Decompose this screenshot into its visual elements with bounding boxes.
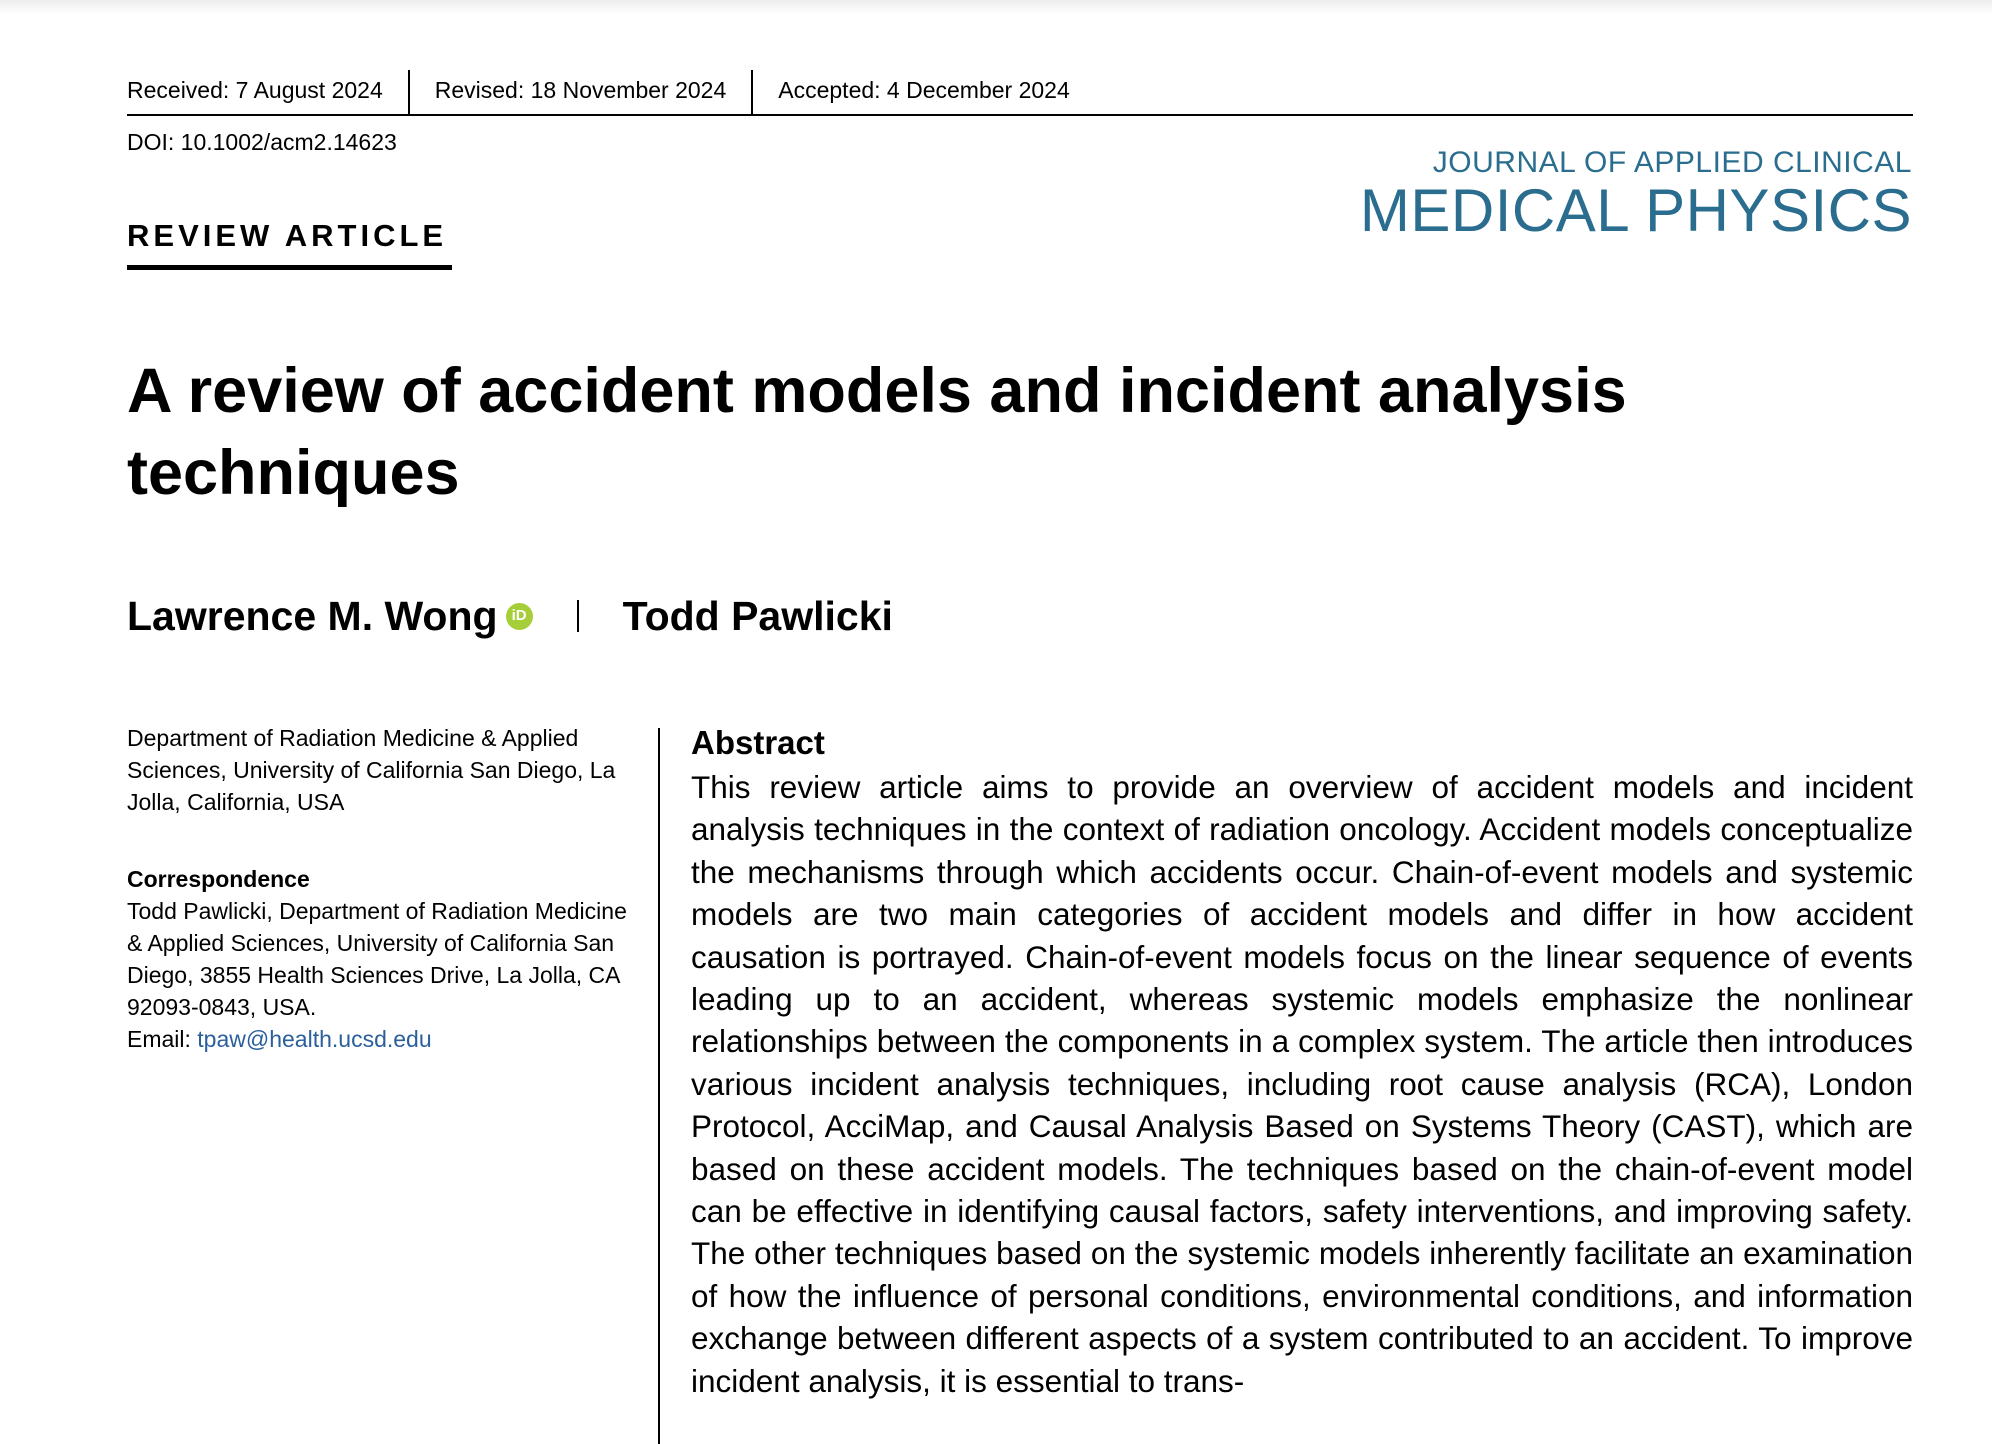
email-label: Email:	[127, 1026, 191, 1052]
abstract-text: This review article aims to provide an overview of accident models and incident analysis techniques in the context of radiation oncology. Accident models conceptualize the mechanisms through which accidents occur. Chain-of-event models and systemic models are two main categories of accident models and differ in how accident causation is portrayed. Chain-of-event models focus on the linear sequence of events leading up to an accident, whereas systemic models emphasize the nonlinear relationships between the components in a complex system. The article then introduces various incident analysis techniques, including root cause analysis (RCA), London Protocol, AcciMap, and Causal Analysis Based on Systems Theory (CAST), which are based on these accident models. The techniques based on the chain-of-event model can be effective in identifying causal factors, safety interventions, and improving safety. The other techniques based on the systemic models inherently facilitate an examination of how the influence of personal conditions, environmental conditions, and information exchange between different aspects of a system contributed to an accident. To improve incident analysis, it is essential to trans-	[691, 769, 1913, 1399]
abstract-heading: Abstract	[691, 724, 825, 761]
journal-name-line2: MEDICAL PHYSICS	[1359, 177, 1912, 244]
correspondence-title: Correspondence	[127, 866, 310, 892]
affiliation-column	[127, 722, 647, 1055]
orcid-icon[interactable]: iD	[506, 603, 533, 630]
journal-name-line1: JOURNAL OF APPLIED CLINICAL	[1432, 146, 1912, 179]
correspondence-email-line	[127, 1023, 647, 1055]
column-divider	[658, 728, 660, 1444]
abstract-section	[691, 720, 1913, 1402]
page-top-shadow	[0, 0, 1992, 14]
email-link[interactable]: tpaw@health.ucsd.edu	[197, 1026, 432, 1052]
author-name[interactable]: Lawrence M. Wong	[127, 593, 498, 639]
journal-logo	[1360, 146, 1912, 242]
doi: DOI: 10.1002/acm2.14623	[127, 129, 397, 155]
author-name[interactable]: Todd Pawlicki	[622, 593, 893, 639]
revised-date: Revised: 18 November 2024	[434, 77, 727, 103]
correspondence-body: Todd Pawlicki, Department of Radiation Medicine & Applied Sciences, University of California San Diego, 3855 Health Sciences Drive, La Jolla, CA 92093-0843, USA.	[127, 898, 627, 1020]
accepted-date: Accepted: 4 December 2024	[778, 77, 1070, 103]
received-date: Received: 7 August 2024	[127, 77, 383, 103]
article-title: A review of accident models and incident analysis techniques	[127, 356, 1627, 508]
author-separator	[577, 600, 579, 632]
section-label: REVIEW ARTICLE	[127, 218, 448, 253]
affiliation: Department of Radiation Medicine & Applied Sciences, University of California San Diego, La Jolla, California, USA	[127, 725, 616, 815]
article-history	[127, 70, 1913, 116]
author-list	[127, 590, 893, 642]
section-underline	[127, 265, 452, 270]
